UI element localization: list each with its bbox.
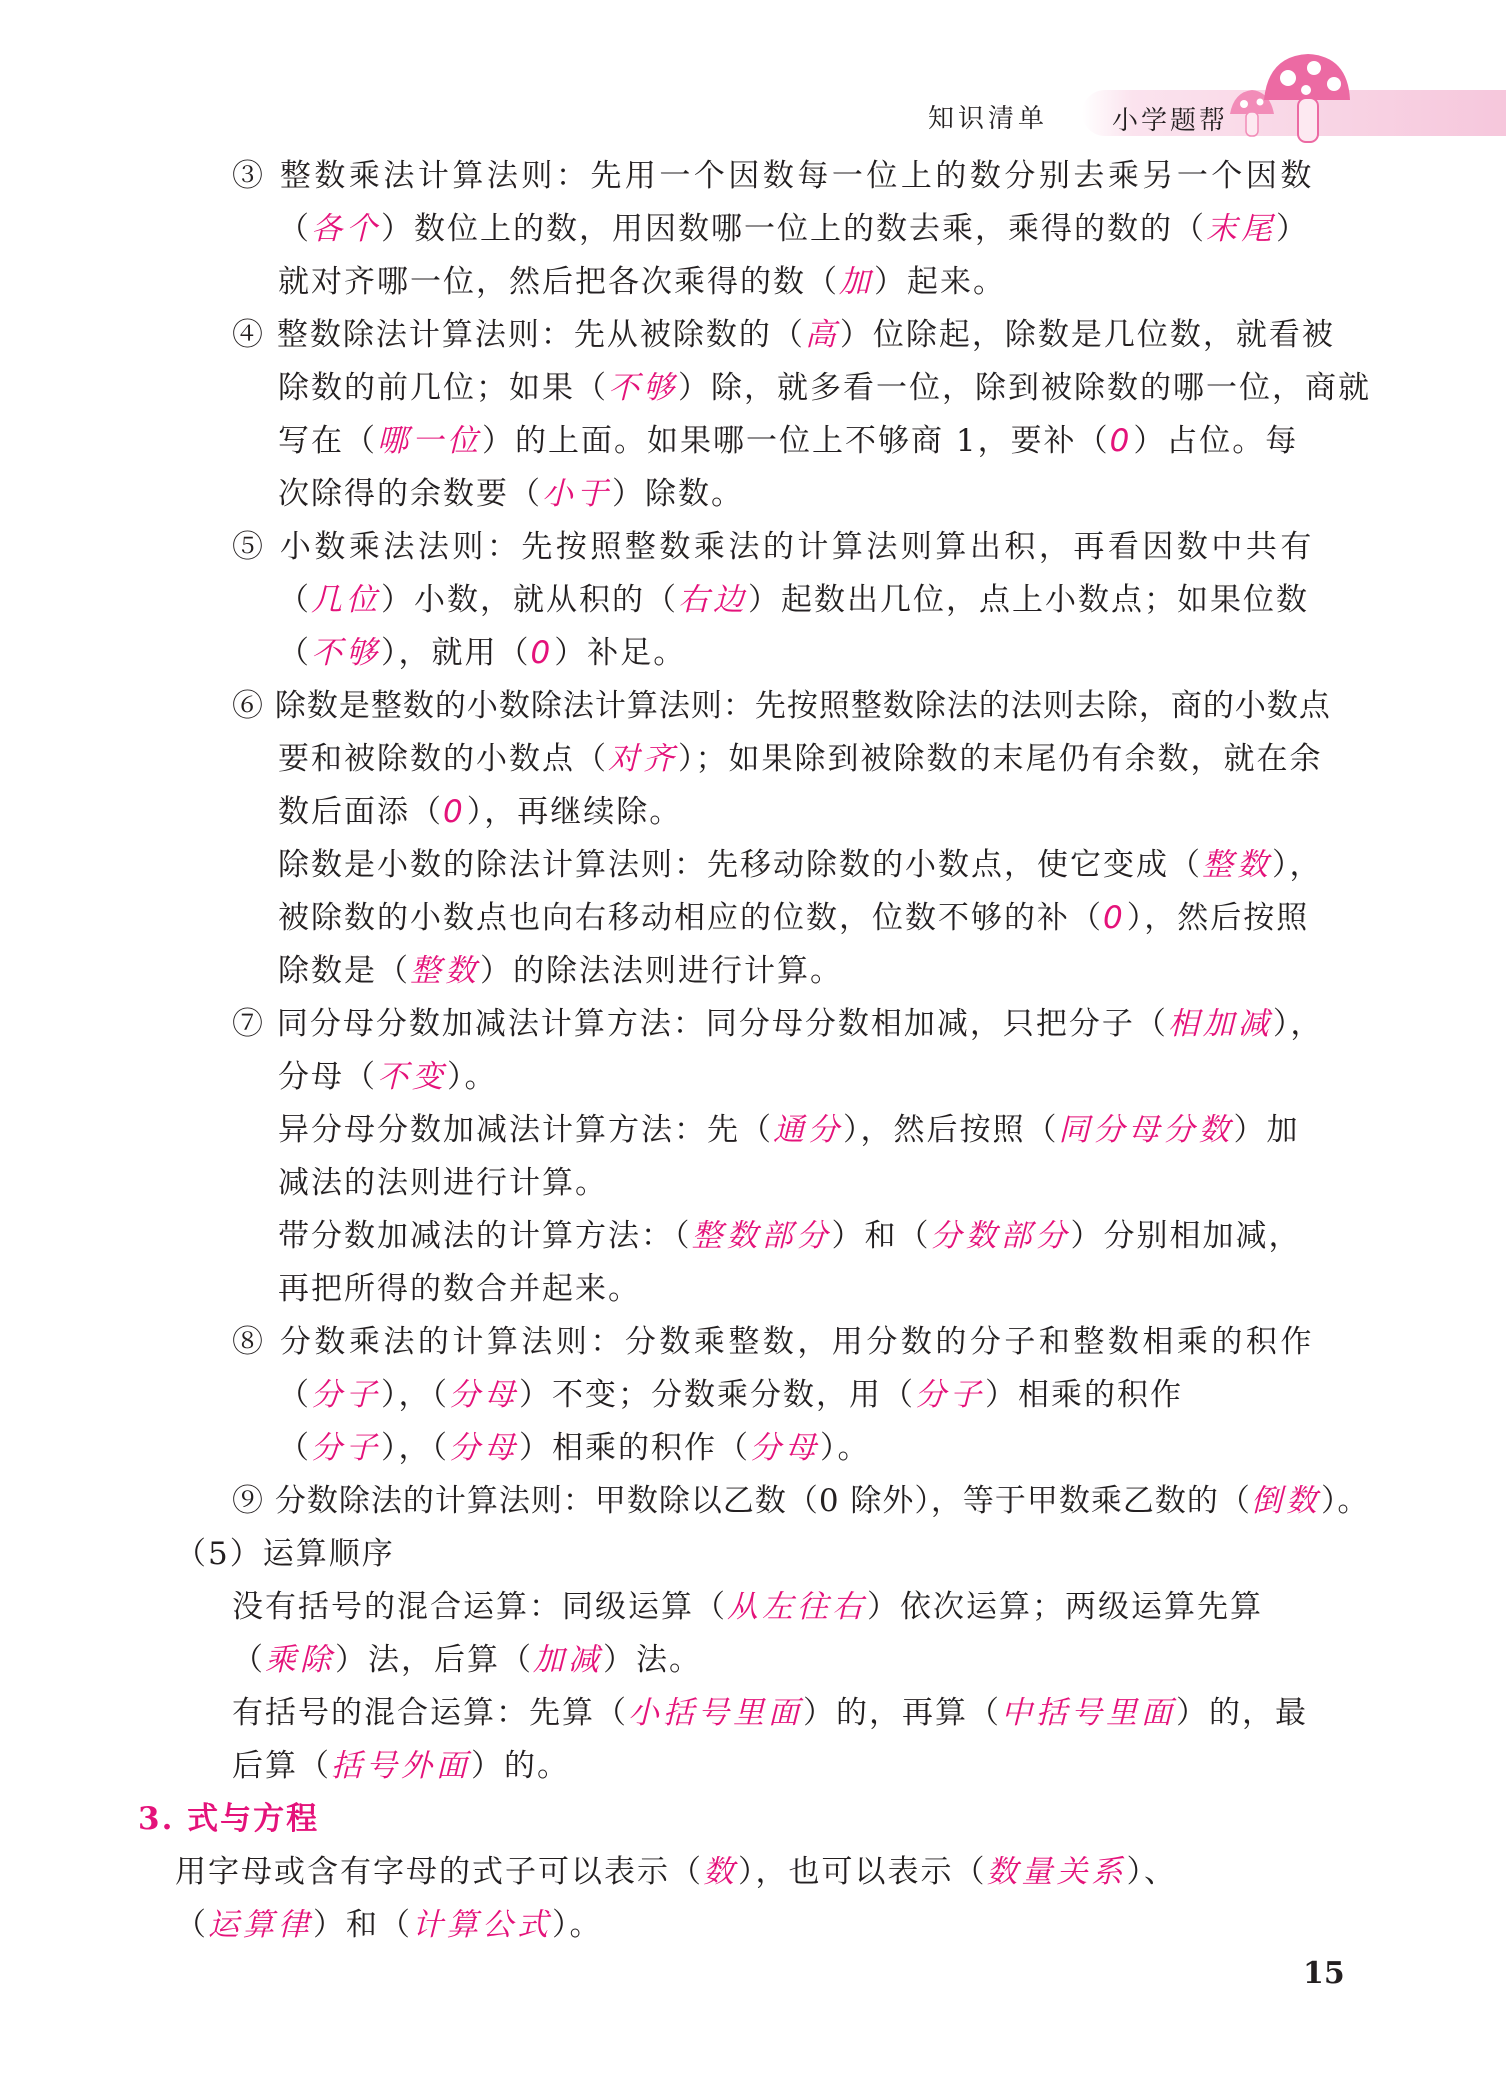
rule-4-line-3: 写在（哪一位）的上面。如果哪一位上不够商 1，要补（0）占位。每 [278, 423, 1299, 459]
answer-blank: 通分 [773, 1112, 843, 1148]
rule-8-line-1: ⑧ 分数乘法的计算法则：分数乘整数，用分数的分子和整数相乘的积作 [232, 1324, 1315, 1360]
rule-4-line-1: ④ 整数除法计算法则：先从被除数的（高）位除起，除数是几位数，就看被 [232, 317, 1335, 353]
answer-blank: 对齐 [608, 741, 678, 777]
rule-8-line-2: （分子），（分母）不变；分数乘分数，用（分子）相乘的积作 [278, 1377, 1183, 1413]
section-heading: 3. 式与方程 [138, 1801, 320, 1837]
section-label: 知识清单 [928, 104, 1049, 134]
rule-6-line-2: 要和被除数的小数点（对齐）；如果除到被除数的末尾仍有余数，就在余 [278, 741, 1323, 777]
rule-7b-line-1: 异分母分数加减法计算方法：先（通分），然后按照（同分母分数）加 [278, 1112, 1300, 1148]
answer-blank: 分母 [449, 1430, 519, 1466]
answer-blank: 计算公式 [412, 1907, 552, 1943]
page-number: 15 [1303, 1956, 1345, 1991]
order-line-4: 后算（括号外面）的。 [232, 1748, 570, 1784]
answer-blank: 几位 [311, 582, 381, 618]
answer-blank: 整数部分 [691, 1218, 832, 1254]
answer-blank: 中括号里面 [1001, 1695, 1176, 1731]
expr-line-1: 用字母或含有字母的式子可以表示（数），也可以表示（数量关系）、 [175, 1854, 1177, 1890]
answer-blank: 不够 [311, 635, 381, 671]
answer-blank: 末尾 [1206, 211, 1276, 247]
answer-blank: 同分母分数 [1058, 1112, 1234, 1148]
answer-blank: 从左往右 [727, 1589, 867, 1625]
answer-blank: 整数 [410, 953, 480, 989]
answer-blank: 高 [804, 317, 840, 353]
answer-blank: 数 [703, 1854, 738, 1890]
brand-label: 小学题帮 [1112, 106, 1229, 136]
mushroom-icon [1222, 52, 1352, 154]
answer-blank: 倒数 [1250, 1483, 1321, 1519]
answer-blank: 0 [530, 635, 555, 671]
answer-blank: 乘除 [265, 1642, 335, 1678]
answer-blank: 整数 [1202, 847, 1272, 883]
rule-6b-line-1: 除数是小数的除法计算法则：先移动除数的小数点，使它变成（整数）， [278, 847, 1323, 883]
rule-7-line-1: ⑦ 同分母分数加减法计算方法：同分母分数相加减，只把分子（相加减）， [232, 1006, 1324, 1042]
rule-6b-line-2: 被除数的小数点也向右移动相应的位数，位数不够的补（0），然后按照 [278, 900, 1310, 936]
answer-blank: 分母 [449, 1377, 519, 1413]
rule-6-line-3: 数后面添（0），再继续除。 [278, 794, 683, 830]
answer-blank: 分子 [915, 1377, 985, 1413]
answer-blank: 加减 [533, 1642, 603, 1678]
order-line-1: 没有括号的混合运算：同级运算（从左往右）依次运算；两级运算先算 [232, 1589, 1263, 1625]
answer-blank: 分子 [311, 1377, 381, 1413]
answer-blank: 各个 [311, 211, 381, 247]
rule-8-line-3: （分子），（分母）相乘的积作（分母）。 [278, 1430, 871, 1466]
rule-3-line-2: （各个）数位上的数，用因数哪一位上的数去乘，乘得的数的（末尾） [278, 211, 1309, 247]
answer-blank: 不变 [377, 1059, 447, 1095]
rule-6b-line-3: 除数是（整数）的除法法则进行计算。 [278, 953, 843, 989]
answer-blank: 哪一位 [377, 423, 482, 459]
answer-blank: 0 [1103, 900, 1127, 936]
answer-blank: 相加减 [1167, 1006, 1273, 1042]
rule-7c-line-2: 再把所得的数合并起来。 [278, 1271, 641, 1307]
order-line-2: （乘除）法，后算（加减）法。 [232, 1642, 702, 1678]
answer-blank: 运算律 [208, 1907, 313, 1943]
answer-blank: 加 [839, 264, 874, 300]
rule-5-line-2: （几位）小数，就从积的（右边）起数出几位，点上小数点；如果位数 [278, 582, 1309, 618]
rule-5-line-3: （不够），就用（0）补足。 [278, 635, 687, 671]
rule-3-line-1: ③ 整数乘法计算法则：先用一个因数每一位上的数分别去乘另一个因数 [232, 158, 1315, 194]
expr-line-2: （运算律）和（计算公式）。 [175, 1907, 603, 1943]
rule-4-line-4: 次除得的余数要（小于）除数。 [278, 476, 744, 512]
answer-blank: 0 [1109, 423, 1134, 459]
subsection-heading: （5）运算顺序 [175, 1536, 395, 1572]
order-line-3: 有括号的混合运算：先算（小括号里面）的，再算（中括号里面）的，最 [232, 1695, 1308, 1731]
answer-blank: 0 [443, 794, 467, 830]
answer-blank: 右边 [678, 582, 748, 618]
answer-blank: 分数部分 [930, 1218, 1071, 1254]
answer-blank: 括号外面 [331, 1748, 471, 1784]
rule-4-line-2: 除数的前几位；如果（不够）除，就多看一位，除到被除数的哪一位，商就 [278, 370, 1371, 406]
answer-blank: 小于 [542, 476, 612, 512]
rule-7b-line-2: 减法的法则进行计算。 [278, 1165, 608, 1201]
rule-7-line-2: 分母（不变）。 [278, 1059, 498, 1095]
answer-blank: 数量关系 [986, 1854, 1127, 1890]
answer-blank: 小括号里面 [628, 1695, 803, 1731]
rule-9-line-1: ⑨ 分数除法的计算法则：甲数除以乙数（0 除外），等于甲数乘乙数的（倒数）。 [232, 1483, 1370, 1519]
rule-3-line-3: 就对齐哪一位，然后把各次乘得的数（加）起来。 [278, 264, 1006, 300]
rule-5-line-1: ⑤ 小数乘法法则：先按照整数乘法的计算法则算出积，再看因数中共有 [232, 529, 1315, 565]
answer-blank: 不够 [608, 370, 678, 406]
rule-7c-line-1: 带分数加减法的计算方法：（整数部分）和（分数部分）分别相加减， [278, 1218, 1302, 1254]
answer-blank: 分母 [750, 1430, 820, 1466]
rule-6-line-1: ⑥ 除数是整数的小数除法计算法则：先按照整数除法的法则去除，商的小数点 [232, 688, 1331, 724]
answer-blank: 分子 [311, 1430, 381, 1466]
